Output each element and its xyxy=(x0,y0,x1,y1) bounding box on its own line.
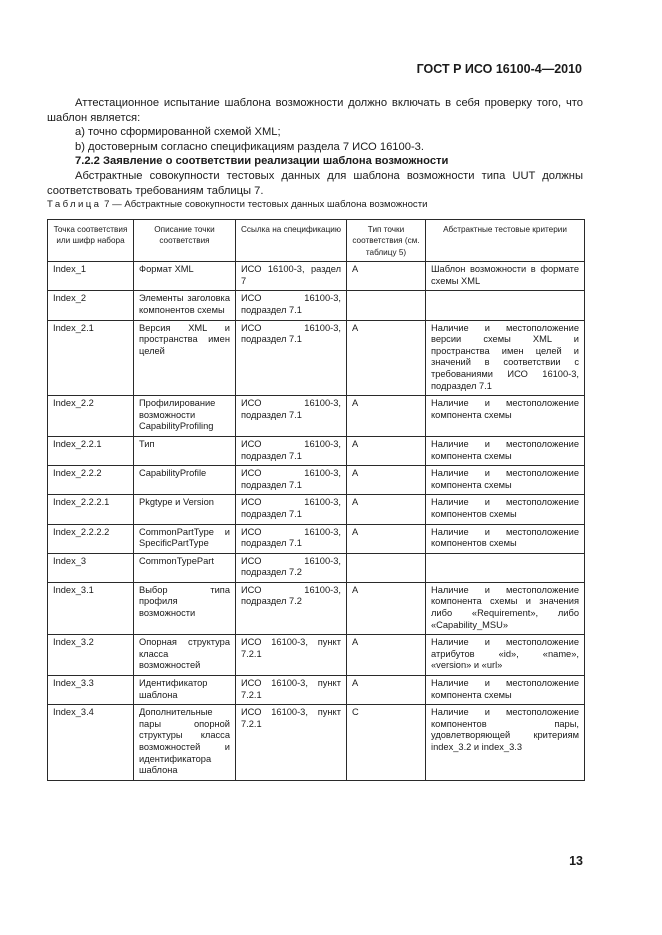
table-row xyxy=(48,635,585,676)
cell-criteria: Шаблон возможности в формате схемы XML xyxy=(426,262,585,291)
cell-criteria: Наличие и местоположение компонента схемы xyxy=(426,396,585,437)
table-row xyxy=(48,524,585,553)
cell-reference: ИСО 16100-3, подраздел 7.1 xyxy=(236,524,347,553)
table-row xyxy=(48,495,585,524)
cell-type: A xyxy=(347,262,426,291)
cell-type xyxy=(347,553,426,582)
cell-reference: ИСО 16100-3, подраздел 7.2 xyxy=(236,582,347,634)
cell-criteria xyxy=(426,553,585,582)
cell-type: A xyxy=(347,396,426,437)
cell-description: Элементы заголовка компонентов схемы xyxy=(134,291,236,320)
table-row xyxy=(48,676,585,705)
cell-id: Index_2.2.1 xyxy=(48,436,134,465)
cell-id: Index_3 xyxy=(48,553,134,582)
test-data-table xyxy=(47,219,585,781)
header-type: Тип точки соответствия (см. таблицу 5) xyxy=(347,220,426,262)
intro-paragraph: Аттестационное испытание шаблона возможности должно включать в себя проверку того, что шаблон является: xyxy=(47,97,583,124)
cell-description: CommonPartType и SpecificPartType xyxy=(134,524,236,553)
cell-id: Index_2.2.2 xyxy=(48,466,134,495)
cell-id: Index_3.2 xyxy=(48,635,134,676)
cell-id: Index_3.1 xyxy=(48,582,134,634)
table-row xyxy=(48,553,585,582)
cell-description: Идентификатор шаблона xyxy=(134,676,236,705)
cell-description: Профилирование возможности CapabilityProfiling xyxy=(134,396,236,437)
cell-type: A xyxy=(347,524,426,553)
cell-type: A xyxy=(347,436,426,465)
cell-id: Index_2.2.2.1 xyxy=(48,495,134,524)
table-row xyxy=(48,291,585,320)
requirements-paragraph: Абстрактные совокупности тестовых данных для шаблона возможности типа UUT должны соответствовать требованиям таблицы 7. xyxy=(47,169,583,197)
cell-reference: ИСО 16100-3, пункт 7.2.1 xyxy=(236,676,347,705)
table-caption-text: 7 — Абстрактные совокупности тестовых данных шаблона возможности xyxy=(101,199,428,210)
header-id: Точка соответствия или шифр набора xyxy=(48,220,134,262)
table-caption-label: Таблица xyxy=(47,199,102,210)
cell-id: Index_2 xyxy=(48,291,134,320)
cell-criteria: Наличие и местоположение компонента схемы и значения либо «Requirement», либо «Capability_MSU» xyxy=(426,582,585,634)
cell-criteria: Наличие и местоположение компонента схемы xyxy=(426,466,585,495)
cell-criteria: Наличие и местоположение компонентов пары, удовлетворяющей критериям index_3.2 и index_3.3 xyxy=(426,705,585,781)
cell-reference: ИСО 16100-3, подраздел 7.1 xyxy=(236,466,347,495)
cell-description: Дополнительные пары опорной структуры класса возможностей и идентификатора шаблона xyxy=(134,705,236,781)
cell-description: CommonTypePart xyxy=(134,553,236,582)
cell-type: A xyxy=(347,635,426,676)
cell-reference: ИСО 16100-3, пункт 7.2.1 xyxy=(236,635,347,676)
header-reference: Ссылка на спецификацию xyxy=(236,220,347,262)
header-criteria: Абстрактные тестовые критерии xyxy=(426,220,585,262)
cell-type: A xyxy=(347,320,426,396)
cell-reference: ИСО 16100-3, раздел 7 xyxy=(236,262,347,291)
cell-type: A xyxy=(347,582,426,634)
table-row xyxy=(48,705,585,781)
table-header-row xyxy=(48,220,585,262)
intro-text xyxy=(47,96,583,198)
table-caption xyxy=(47,199,587,210)
cell-reference: ИСО 16100-3, подраздел 7.1 xyxy=(236,436,347,465)
cell-criteria: Наличие и местоположение компонента схемы xyxy=(426,676,585,705)
cell-description: Тип xyxy=(134,436,236,465)
cell-id: Index_2.2 xyxy=(48,396,134,437)
cell-criteria: Наличие и местоположение версии схемы XML и пространства имен целей и значений в соответствии с требованиями ИСО 16100-3, подраздел 7.1 xyxy=(426,320,585,396)
cell-description: Опорная структура класса возможностей xyxy=(134,635,236,676)
page-number: 13 xyxy=(569,854,583,868)
cell-description: CapabilityProfile xyxy=(134,466,236,495)
cell-id: Index_3.4 xyxy=(48,705,134,781)
table-row xyxy=(48,320,585,396)
list-item-b: b) достоверным согласно спецификациям раздела 7 ИСО 16100-3. xyxy=(75,140,425,153)
list-item-a: а) точно сформированной схемой XML; xyxy=(75,126,281,139)
cell-description: Pkgtype и Version xyxy=(134,495,236,524)
cell-id: Index_1 xyxy=(48,262,134,291)
table-row xyxy=(48,262,585,291)
cell-id: Index_2.1 xyxy=(48,320,134,396)
header-description: Описание точки соответствия xyxy=(134,220,236,262)
cell-reference: ИСО 16100-3, подраздел 7.1 xyxy=(236,495,347,524)
cell-criteria: Наличие и местоположение компонентов схемы xyxy=(426,524,585,553)
section-heading: 7.2.2 Заявление о соответствии реализации шаблона возможности xyxy=(75,155,449,168)
cell-reference: ИСО 16100-3, пункт 7.2.1 xyxy=(236,705,347,781)
cell-description: Формат XML xyxy=(134,262,236,291)
cell-criteria: Наличие и местоположение компонента схемы xyxy=(426,436,585,465)
cell-type: C xyxy=(347,705,426,781)
cell-id: Index_3.3 xyxy=(48,676,134,705)
cell-criteria: Наличие и местоположение компонентов схемы xyxy=(426,495,585,524)
document-header: ГОСТ Р ИСО 16100-4—2010 xyxy=(416,62,582,76)
cell-description: Выбор типа профиля возможности xyxy=(134,582,236,634)
cell-reference: ИСО 16100-3, подраздел 7.1 xyxy=(236,291,347,320)
cell-reference: ИСО 16100-3, подраздел 7.1 xyxy=(236,396,347,437)
table-body xyxy=(48,262,585,781)
cell-criteria xyxy=(426,291,585,320)
cell-id: Index_2.2.2.2 xyxy=(48,524,134,553)
table-row xyxy=(48,436,585,465)
cell-type: A xyxy=(347,676,426,705)
cell-criteria: Наличие и местоположение атрибутов «id», «name», «version» и «url» xyxy=(426,635,585,676)
table-row xyxy=(48,466,585,495)
cell-reference: ИСО 16100-3, подраздел 7.1 xyxy=(236,320,347,396)
table-row xyxy=(48,396,585,437)
cell-type: A xyxy=(347,466,426,495)
cell-description: Версия XML и пространства имен целей xyxy=(134,320,236,396)
cell-type xyxy=(347,291,426,320)
cell-type: A xyxy=(347,495,426,524)
cell-reference: ИСО 16100-3, подраздел 7.2 xyxy=(236,553,347,582)
table-row xyxy=(48,582,585,634)
